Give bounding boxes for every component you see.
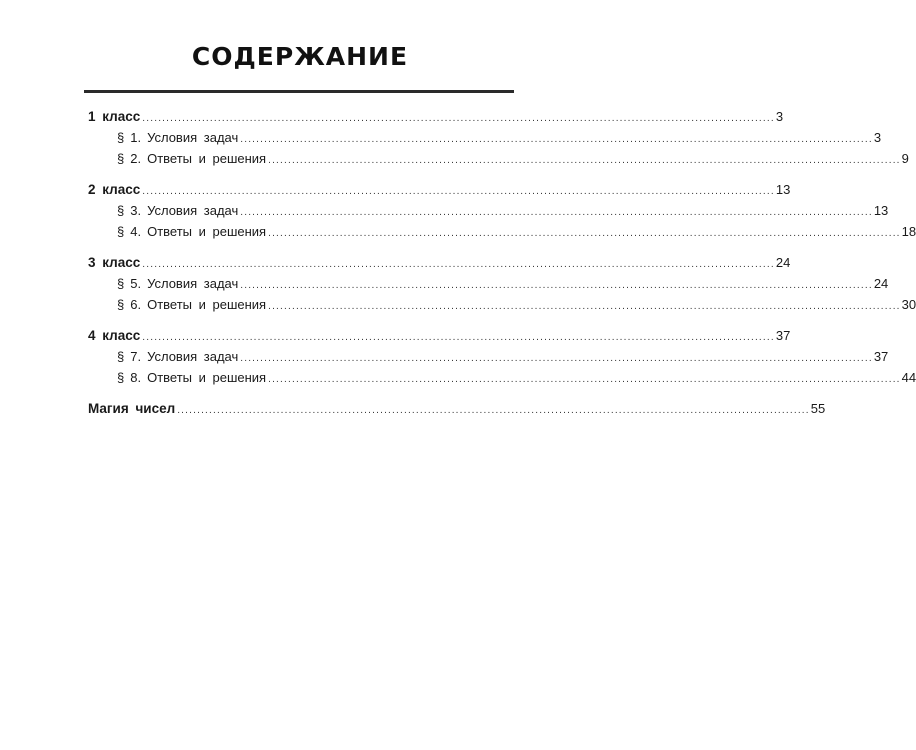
dot-leader: ............................................................................................................................................................... [142, 332, 775, 343]
dot-leader: ............................................................................................................................................................... [142, 259, 775, 270]
toc-subsection-1[interactable] [88, 127, 882, 148]
section-sign: § [117, 224, 125, 239]
section-sign: § [117, 370, 125, 385]
toc-page-number: 44 [901, 370, 916, 385]
dot-leader: ............................................................................................................................................................... [240, 280, 873, 291]
toc-subsection-8[interactable] [88, 367, 916, 388]
toc-subsection-label: Ответы и решения [147, 151, 267, 166]
toc-subsection-number: 2. [130, 151, 142, 166]
page-title: СОДЕРЖАНИЕ [191, 42, 409, 71]
toc-page-number: 37 [873, 349, 889, 364]
toc-subsection-6[interactable] [88, 294, 916, 315]
toc-page-number: 30 [901, 297, 916, 312]
toc-section-magic-of-numbers[interactable] [88, 398, 826, 419]
dot-leader: ............................................................................................................................................................... [268, 374, 901, 385]
section-sign: § [117, 349, 125, 364]
toc-subsection-label: Условия задач [147, 276, 239, 291]
dot-leader: ............................................................................................................................................................... [177, 405, 810, 416]
toc-section-grade-1[interactable] [88, 106, 784, 127]
toc-page-number: 24 [775, 255, 791, 270]
toc-subsection-4[interactable] [88, 221, 916, 242]
dot-leader: ............................................................................................................................................................... [240, 207, 873, 218]
toc-subsection-3[interactable] [88, 200, 889, 221]
toc-subsection-number: 1. [130, 130, 142, 145]
toc-subsection-label: Ответы и решения [147, 297, 267, 312]
dot-leader: ............................................................................................................................................................... [268, 155, 901, 166]
section-sign: § [117, 297, 125, 312]
toc-section-label: 2 класс [88, 182, 141, 197]
section-sign: § [117, 276, 125, 291]
section-sign: § [117, 203, 125, 218]
toc-subsection-7[interactable] [88, 346, 889, 367]
toc-subsection-number: 8. [130, 370, 142, 385]
toc-section-label: 3 класс [88, 255, 141, 270]
toc-page-number: 3 [775, 109, 784, 124]
dot-leader: ............................................................................................................................................................... [268, 228, 901, 239]
section-sign: § [117, 151, 125, 166]
toc-section-grade-2[interactable] [88, 179, 791, 200]
toc-subsection-2[interactable] [88, 148, 909, 169]
toc-subsection-label: Условия задач [147, 130, 239, 145]
dot-leader: ............................................................................................................................................................... [240, 353, 873, 364]
toc-page-number: 55 [810, 401, 826, 416]
toc-subsection-5[interactable] [88, 273, 889, 294]
toc-subsection-number: 6. [130, 297, 142, 312]
toc-page-number: 13 [775, 182, 791, 197]
toc-subsection-number: 4. [130, 224, 142, 239]
toc-section-label: 1 класс [88, 109, 141, 124]
title-rule [84, 90, 514, 93]
table-of-contents [88, 106, 916, 419]
toc-section-grade-4[interactable] [88, 325, 791, 346]
toc-subsection-label: Условия задач [147, 349, 239, 364]
dot-leader: ............................................................................................................................................................... [142, 113, 775, 124]
toc-subsection-label: Условия задач [147, 203, 239, 218]
toc-subsection-number: 7. [130, 349, 142, 364]
toc-subsection-label: Ответы и решения [147, 224, 267, 239]
toc-section-label: 4 класс [88, 328, 141, 343]
toc-section-grade-3[interactable] [88, 252, 791, 273]
toc-page-number: 37 [775, 328, 791, 343]
toc-subsection-label: Ответы и решения [147, 370, 267, 385]
dot-leader: ............................................................................................................................................................... [142, 186, 775, 197]
toc-page-number: 24 [873, 276, 889, 291]
dot-leader: ............................................................................................................................................................... [240, 134, 873, 145]
toc-page-number: 3 [873, 130, 882, 145]
toc-page-number: 18 [901, 224, 916, 239]
toc-page-number: 13 [873, 203, 889, 218]
toc-subsection-number: 3. [130, 203, 142, 218]
section-sign: § [117, 130, 125, 145]
dot-leader: ............................................................................................................................................................... [268, 301, 901, 312]
toc-subsection-number: 5. [130, 276, 142, 291]
toc-page-number: 9 [901, 151, 909, 166]
toc-section-label: Магия чисел [88, 401, 176, 416]
